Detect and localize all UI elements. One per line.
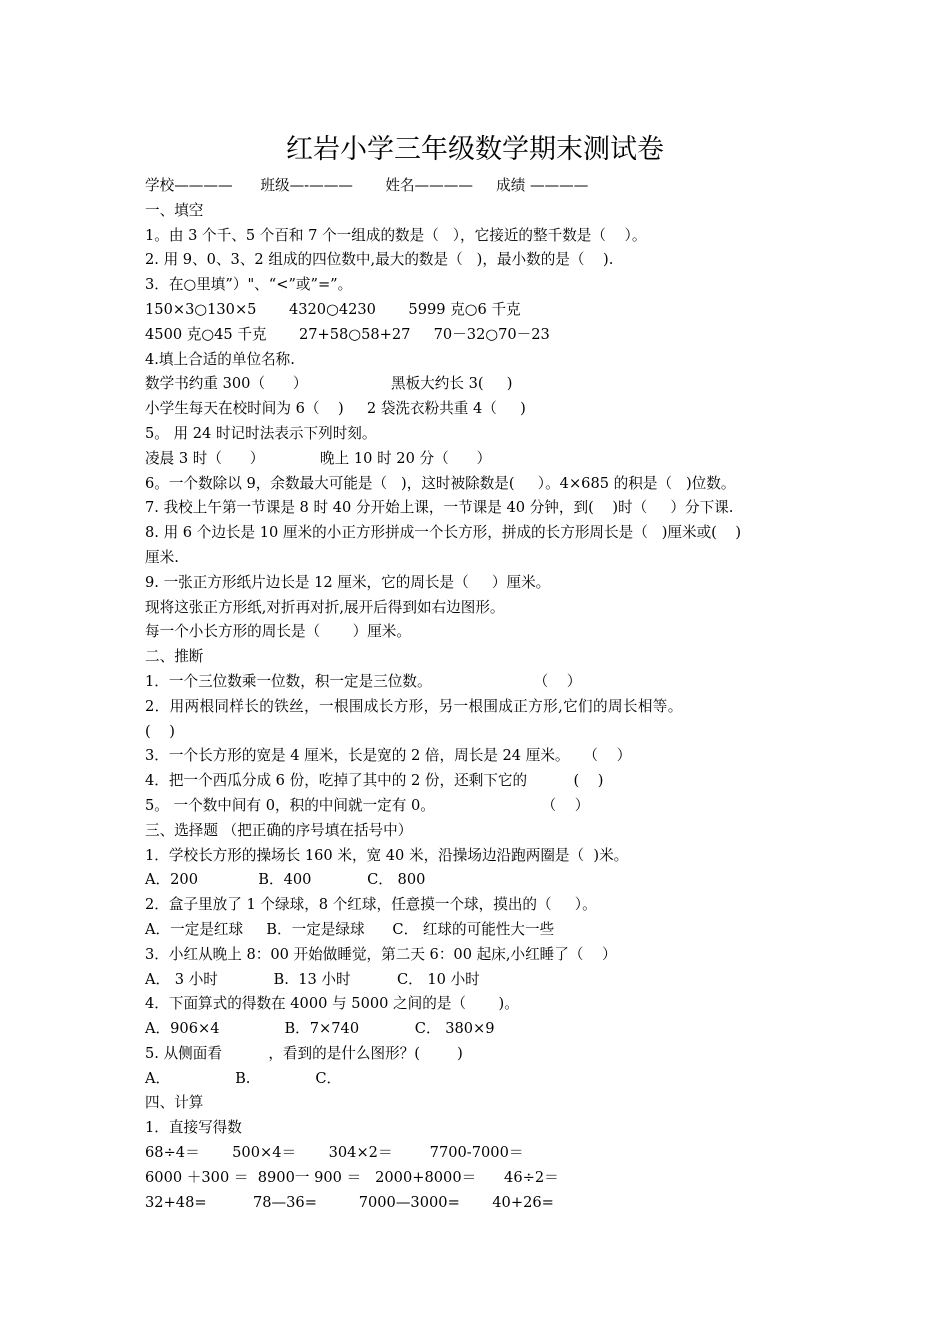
question-line: 每一个小长方形的周长是（ ）厘米。 — [145, 623, 411, 641]
section-heading-fill-blanks: 一、填空 — [145, 201, 204, 219]
page-title: 红岩小学三年级数学期末测试卷 — [286, 134, 664, 165]
section-heading-choice: 三、选择题 （把正确的序号填在括号中） — [145, 821, 413, 839]
calculation-line: 68÷4＝ 500×4＝ 304×2＝ 7700-7000＝ — [145, 1144, 524, 1162]
question-line: 4．下面算式的得数在 4000 与 5000 之间的是（ )。 — [145, 995, 519, 1013]
question-line: 凌晨 3 时（ ） 晚上 10 时 20 分（ ） — [145, 449, 492, 467]
answer-options-line: A．906×4 B．7×740 C． 380×9 — [145, 1020, 495, 1038]
question-line: 3．小红从晚上 8：00 开始做睡觉，第二天 6：00 起床,小红睡了（ ） — [145, 945, 617, 963]
question-line: 现将这张正方形纸,对折再对折,展开后得到如右边图形。 — [145, 598, 505, 616]
exam-content — [145, 174, 825, 1215]
question-line: 4．把一个西瓜分成 6 份，吃掉了其中的 2 份，还剩下它的 ( ) — [145, 772, 604, 790]
question-line: 6。一个数除以 9，余数最大可能是（ )，这时被除数是( ）。4×685 的积是（ )位数。 — [145, 474, 736, 492]
question-line: 5。 一个数中间有 0，积的中间就一定有 0。 （ ） — [145, 796, 590, 814]
question-line: 5。 用 24 时记时法表示下列时刻。 — [145, 424, 377, 442]
question-line: 4.填上合适的单位名称. — [145, 350, 295, 368]
question-line: 4500 克○45 千克 27+58○58+27 70－32○70－23 — [145, 325, 550, 343]
calculation-line: 32+48= 78—36= 7000—3000= 40+26= — [145, 1193, 554, 1211]
question-line: 3．在○里填”）"、“<”或”=”。 — [145, 276, 353, 294]
header-info-line: 学校———— 班级—-——— 姓名———— 成绩 ———— — [145, 177, 589, 194]
question-line: 3．一个长方形的宽是 4 厘米，长是宽的 2 倍，周长是 24 厘米。 （ ） — [145, 747, 632, 765]
question-line: 2．用两根同样长的铁丝，一根围成长方形，另一根围成正方形,它们的周长相等。 — [145, 697, 683, 715]
question-line: 2．盒子里放了 1 个绿球，8 个红球，任意摸一个球，摸出的（ ）。 — [145, 896, 597, 914]
answer-options-line: A．一定是红球 B．一定是绿球 C． 红球的可能性大一些 — [145, 920, 555, 938]
calculation-line: 6000 ＋300 ＝ 8900一 900 ＝ 2000+8000＝ 46÷2＝ — [145, 1168, 559, 1186]
question-line: 厘米. — [145, 548, 179, 566]
question-line: 5. 从侧面看 ，看到的是什么图形？( ) — [145, 1044, 463, 1062]
section-heading-calculation: 四、计算 — [145, 1094, 204, 1112]
answer-options-line: A．200 B．400 C． 800 — [145, 871, 426, 889]
question-line: ( ) — [145, 722, 175, 740]
section-heading-judgement: 二、推断 — [145, 648, 204, 666]
question-line: 1。由 3 个千、5 个百和 7 个一组成的数是（ ），它接近的整千数是（ ）。 — [145, 226, 647, 244]
question-line: 8. 用 6 个边长是 10 厘米的小正方形拼成一个长方形，拼成的长方形周长是（ )厘米或( ) — [145, 524, 742, 542]
answer-options-line: A． 3 小时 B. 13 小时 C． 10 小时 — [145, 970, 480, 988]
question-line: 1．学校长方形的操场长 160 米，宽 40 米，沿操场边沿跑两圈是（ )米。 — [145, 846, 629, 864]
answer-options-line: A． B. C． — [145, 1069, 342, 1087]
question-line: 1．一个三位数乘一位数，积一定是三位数。 （ ） — [145, 672, 582, 690]
question-line: 9. 一张正方形纸片边长是 12 厘米，它的周长是（ ）厘米。 — [145, 573, 551, 591]
question-line: 150×3○130×5 4320○4230 5999 克○6 千克 — [145, 300, 521, 318]
question-line: 2. 用 9、0、3、2 组成的四位数中,最大的数是（ )，最小数的是（ ). — [145, 251, 614, 269]
question-line: 7. 我校上午第一节课是 8 时 40 分开始上课，一节课是 40 分钟，到( )时（ ）分下课. — [145, 499, 734, 517]
question-line: 小学生每天在校时间为 6（ ) 2 袋洗衣粉共重 4（ ) — [145, 400, 526, 418]
question-line: 数学书约重 300（ ） 黑板大约长 3( ) — [145, 375, 513, 393]
question-line: 1．直接写得数 — [145, 1119, 242, 1137]
